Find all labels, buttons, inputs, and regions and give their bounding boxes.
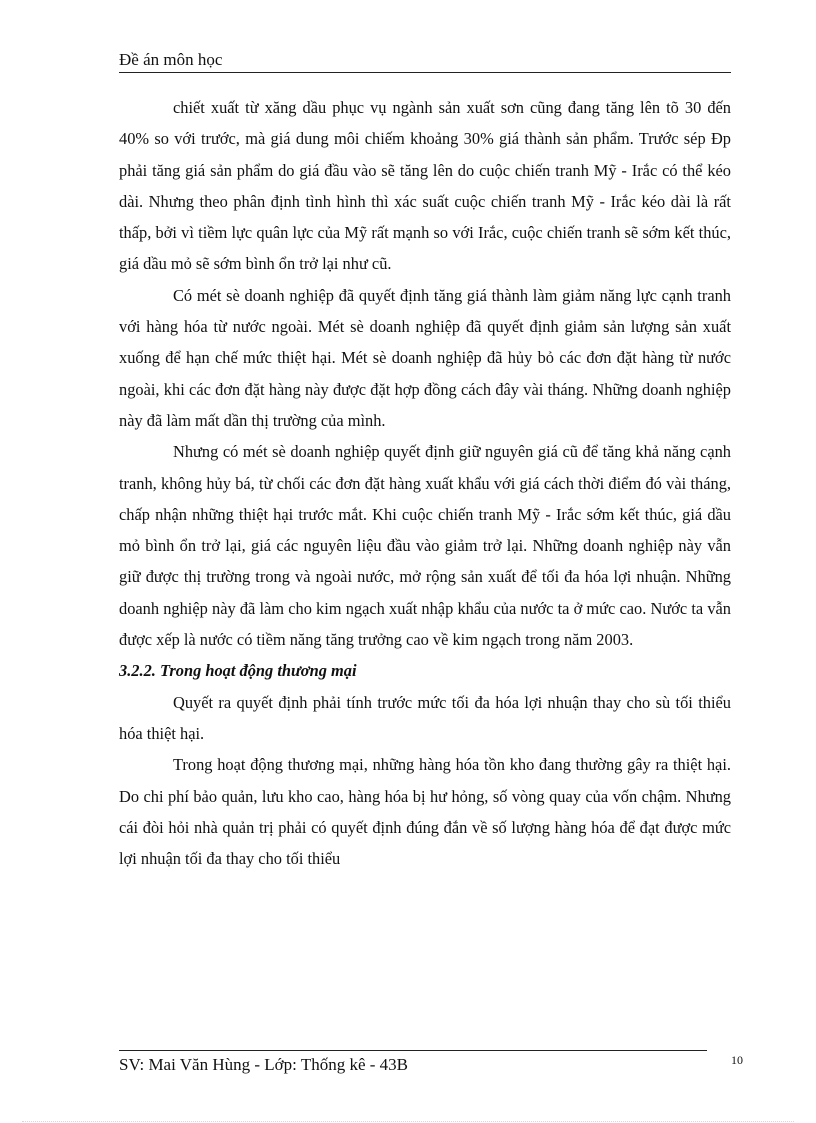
paragraph-3: Nhưng có mét sè doanh nghiệp quyết định giữ nguyên giá cũ để tăng khả năng cạnh tranh, không hủy bá, từ chối các đơn đặt hàng xuất khẩu với giá cách thời điểm đó vài tháng, chấp nhận những thiệt hại trước mắt. Khi cuộc chiến tranh Mỹ - Irắc sớm kết thúc, giá dầu mỏ bình ổn trở lại, giá các nguyên liệu đầu vào giảm trở lại. Những doanh nghiệp này vẫn giữ được thị trường trong và ngoài nước, mở rộng sản xuất để tối đa hóa lợi nhuận. Những doanh nghiệp này đã làm cho kim ngạch xuất nhập khẩu của nước ta ở mức cao. Nước ta vẫn được xếp là nước có tiềm năng tăng trưởng cao về kim ngạch trong năm 2003. (119, 442, 731, 650)
footer-divider (119, 1050, 707, 1051)
document-body (119, 92, 731, 874)
footer-author-line: SV: Mai Văn Hùng - Lớp: Thống kê - 43B (119, 1055, 408, 1074)
paragraph-1: chiết xuất từ xăng dầu phục vụ ngành sản xuất sơn cũng đang tăng lên tõ 30 đến 40% so với trước, mà giá dung môi chiếm khoảng 30% giá thành sản phẩm. Trước sép Đp phải tăng giá sản phẩm do giá đầu vào sẽ tăng lên do cuộc chiến tranh Mỹ - Irắc có thể kéo dài. Nhưng theo phân định tình hình thì xác suất cuộc chiến tranh Mỹ - Irắc kéo dài là rất thấp, bởi vì tiềm lực quân lực của Mỹ rất mạnh so với Irắc, cuộc chiến tranh sẽ sớm kết thúc, giá dầu mỏ sẽ sớm bình ổn trở lại như cũ. (119, 98, 731, 274)
paragraph-2: Có mét sè doanh nghiệp đã quyết định tăng giá thành làm giảm năng lực cạnh tranh với hàng hóa từ nước ngoài. Mét sè doanh nghiệp đã quyết định giảm sản lượng sản xuất xuống để hạn chế mức thiệt hại. Mét sè doanh nghiệp đã hủy bỏ các đơn đặt hàng từ nước ngoài, khi các đơn đặt hàng này được đặt hợp đồng cách đây vài tháng. Những doanh nghiệp này đã làm mất dần thị trường của mình. (119, 285, 731, 430)
header-title: Đề án môn học (119, 50, 223, 69)
page-number: 10 (731, 1053, 743, 1067)
page-header (119, 50, 731, 73)
paragraph-4: Quyết ra quyết định phải tính trước mức tối đa hóa lợi nhuận thay cho sù tối thiểu hóa thiệt hại. (119, 692, 731, 743)
paragraph-5: Trong hoạt động thương mại, những hàng hóa tồn kho đang thường gây ra thiệt hại. Do chi phí bảo quản, lưu kho cao, hàng hóa bị hư hỏng, số vòng quay của vốn chậm. Nhưng cái đòi hỏi nhà quản trị phải có quyết định đúng đắn về số lượng hàng hóa để đạt được mức lợi nhuận tối đa thay cho tối thiểu (119, 755, 731, 869)
section-heading: 3.2.2. Trong hoạt động thương mại (119, 661, 357, 681)
page-bottom-edge (22, 1121, 794, 1122)
